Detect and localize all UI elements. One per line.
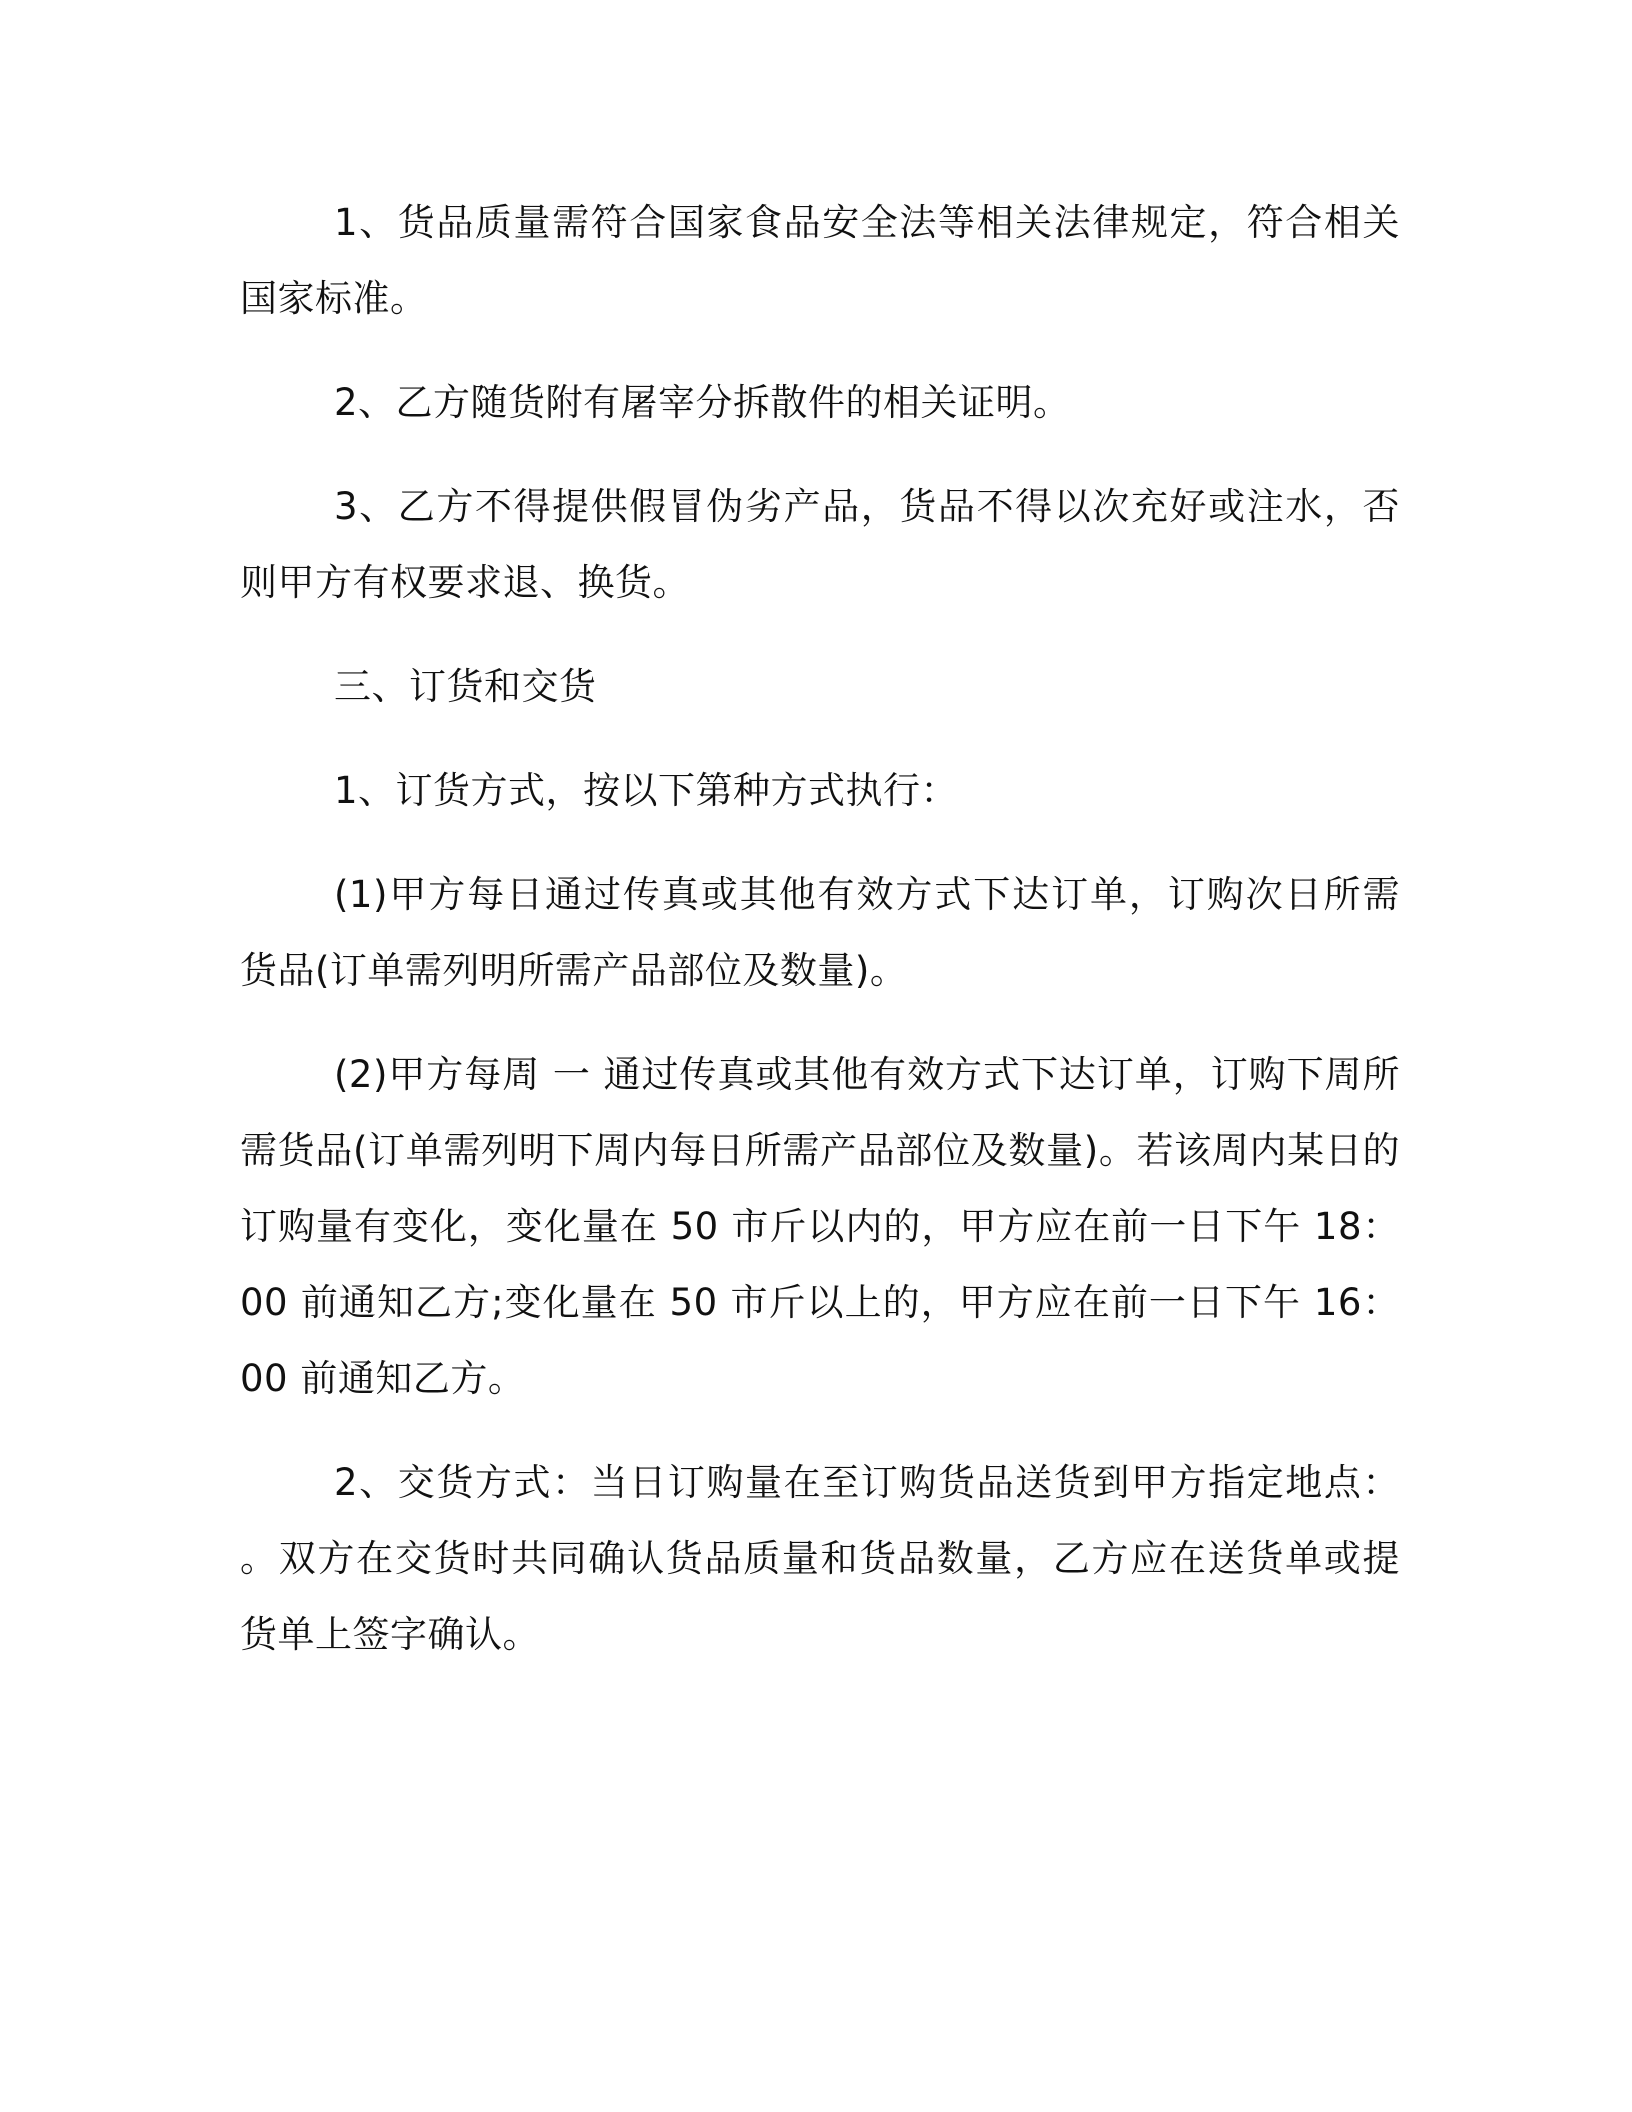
paragraph-ordering-method: 1、订货方式，按以下第种方式执行： <box>334 769 959 812</box>
paragraph-quality-standard: 1、货品质量需符合国家食品安全法等相关法律规定，符合相关国家标准。 <box>240 201 1400 320</box>
paragraph-no-counterfeit: 3、乙方不得提供假冒伪劣产品，货品不得以次充好或注水，否则甲方有权要求退、换货。 <box>240 485 1400 604</box>
paragraph-delivery-method: 2、交货方式：当日订购量在至订购货品送货到甲方指定地点： 。双方在交货时共同确认货品质量和货品数量，乙方应在送货单或提货单上签字确认。 <box>240 1461 1400 1656</box>
paragraph-weekly-order: (2)甲方每周 一 通过传真或其他有效方式下达订单，订购下周所需货品(订单需列明下周内每日所需产品部位及数量)。若该周内某日的订购量有变化，变化量在 50 市斤以内的，甲方应在前一日下午 18：00 前通知乙方;变化量在 50 市斤以上的，甲方应在前一日下午 16：00 前通知乙方。 <box>240 1053 1400 1400</box>
paragraph-slaughter-certificate: 2、乙方随货附有屠宰分拆散件的相关证明。 <box>334 381 1071 424</box>
section-heading-ordering-delivery: 三、订货和交货 <box>334 665 597 708</box>
document-body <box>240 185 1400 1701</box>
paragraph-daily-order: (1)甲方每日通过传真或其他有效方式下达订单，订购次日所需货品(订单需列明所需产品部位及数量)。 <box>240 873 1400 992</box>
